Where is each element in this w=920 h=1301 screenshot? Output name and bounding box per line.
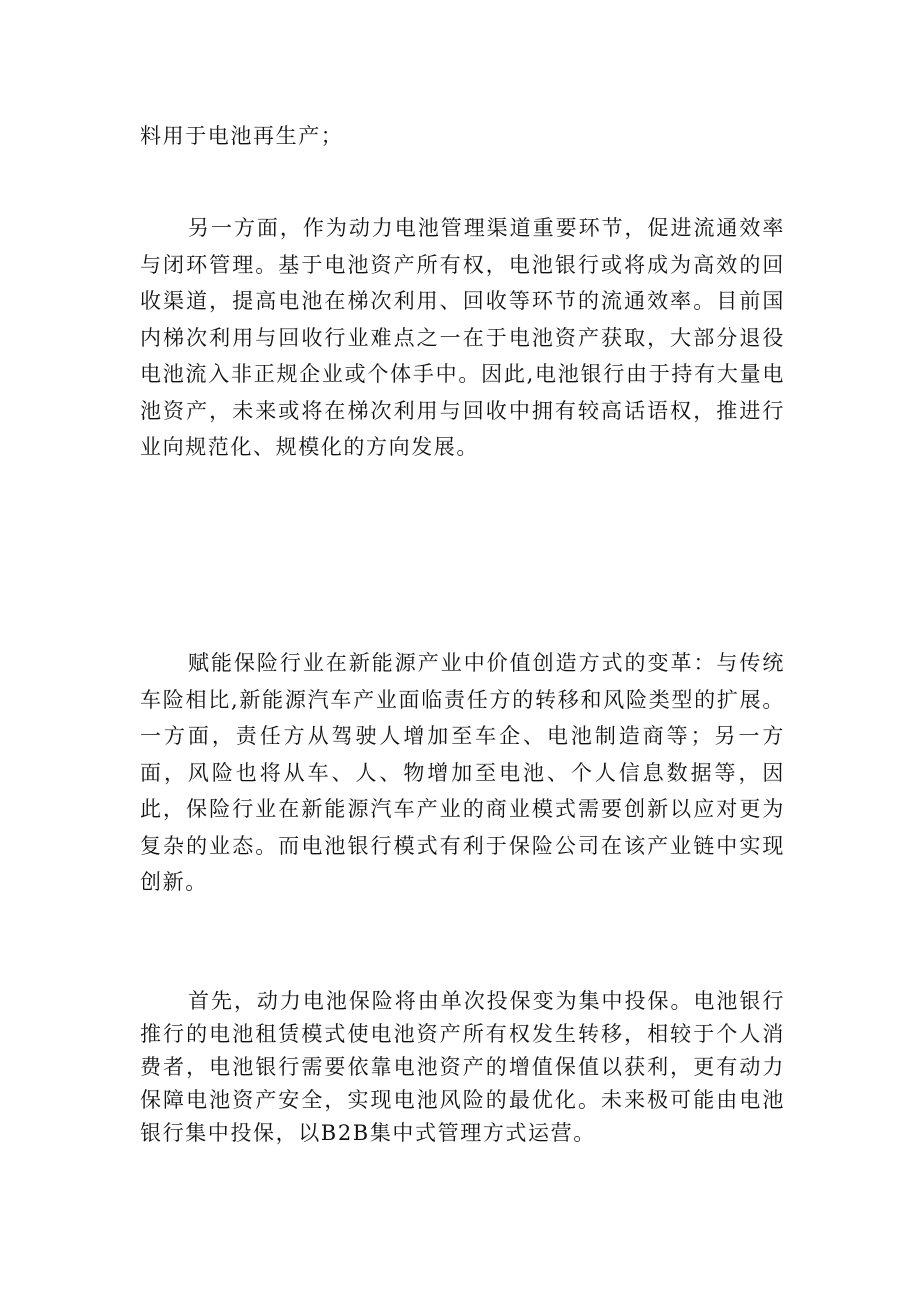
paragraph-2: 另一方面，作为动力电池管理渠道重要环节，促进流通效率与闭环管理。基于电池资产所有权，电池银行或将成为高效的回收渠道，提高电池在梯次利用、回收等环节的流通效率。目前国内梯次利用与回收行业难点之一在于电池资产获取，大部分退役电池流入非正规企业或个体手中。因此,电池银行由于持有大量电池资产，未来或将在梯次利用与回收中拥有较高话语权，推进行业向规范化、规模化的方向发展。 [140,216,785,459]
paragraph-3: 赋能保险行业在新能源产业中价值创造方式的变革：与传统车险相比,新能源汽车产业面临责任方的转移和风险类型的扩展。一方面，责任方从驾驶人增加至车企、电池制造商等；另一方面，风险也将从车、人、物增加至电池、个人信息数据等，因此，保险行业在新能源汽车产业的商业模式需要创新以应对更为复杂的业态。而电池银行模式有利于保险公司在该产业链中实现创新。 [140,651,785,894]
paragraph-4: 首先，动力电池保险将由单次投保变为集中投保。电池银行推行的电池租赁模式使电池资产所有权发生转移，相较于个人消费者，电池银行需要依靠电池资产的增值保值以获利，更有动力保障电池资产安全，实现电池风险的最优化。未来极可能由电池银行集中投保，以B2B集中式管理方式运营。 [140,989,785,1145]
paragraph-1: 料用于电池再生产； [140,124,344,148]
